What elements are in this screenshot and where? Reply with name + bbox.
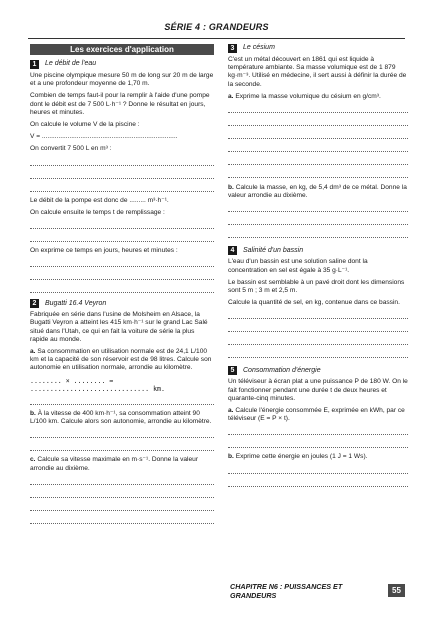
exercise-number: 1	[30, 60, 39, 69]
answer-line	[228, 479, 408, 487]
answer-line	[30, 184, 214, 192]
answer-line	[30, 285, 214, 293]
question-text: Exprime cette énergie en joules (1 J = 1 Ws).	[235, 453, 368, 461]
answer-line	[228, 324, 408, 332]
exercise-3-text: C'est un métal découvert en 1861 qui est liquide à température ambiante. Sa masse volumique est de 1 879 kg·m⁻³. Utilisé en médecine, il sert aussi à définir la durée de la seconde.	[228, 56, 407, 88]
exercise-1-step: On convertit 7 500 L en m³ :	[30, 145, 112, 153]
answer-line	[228, 170, 408, 178]
question-c	[30, 456, 214, 472]
answer-line	[30, 516, 214, 524]
exercise-title: Le césium	[243, 44, 275, 52]
exercise-3-heading	[228, 44, 408, 53]
answer-line	[30, 503, 214, 511]
answer-line	[30, 430, 214, 438]
exercise-4-text: L'eau d'un bassin est une solution saline dont la concentration en sel est égale à 35 g·L⁻¹.	[228, 258, 368, 274]
exercise-title: Consommation d'énergie	[243, 366, 321, 374]
answer-line	[30, 272, 214, 280]
answer-line	[228, 118, 408, 126]
exercise-title: Salinité d'un bassin	[243, 246, 304, 254]
answer-line	[30, 221, 214, 229]
question-label: c.	[30, 456, 36, 464]
question-text: Exprime la masse volumique du césium en g/cm³.	[235, 92, 381, 100]
exercise-4-question: Calcule la quantité de sel, en kg, contenue dans ce bassin.	[228, 299, 400, 307]
question-a	[228, 93, 408, 101]
answer-line	[228, 466, 408, 474]
answer-line	[228, 337, 408, 345]
exercise-number: 3	[228, 44, 237, 53]
chapter-title: CHAPITRE N6 : PUISSANCES ET GRANDEURS	[230, 581, 343, 600]
exercise-4-text: Le bassin est semblable à un pavé droit dont les dimensions sont 5 m ; 3 m et 2,5 m.	[228, 278, 405, 295]
answer-line	[30, 490, 214, 498]
answer-line	[228, 217, 408, 225]
question-label: a.	[30, 348, 36, 356]
question-text: Calcule sa vitesse maximale en m·s⁻¹. Donne la valeur arrondie au dixième.	[30, 456, 199, 472]
question-a	[30, 348, 214, 373]
exercise-number: 4	[228, 246, 237, 255]
answer-line: V = ..........................................................................	[30, 133, 178, 141]
answer-line	[228, 144, 408, 152]
exercise-1-step: On exprime ce temps en jours, heures et minutes :	[30, 247, 178, 255]
exercise-4-heading	[228, 246, 408, 255]
question-label: b.	[228, 453, 234, 461]
exercise-title: Le débit de l'eau	[45, 60, 97, 68]
series-title: SÉRIE 4 : GRANDEURS	[164, 22, 269, 32]
answer-line	[228, 204, 408, 212]
answer-line	[228, 350, 408, 358]
right-column	[228, 44, 408, 492]
question-b	[228, 453, 408, 461]
question-label: b.	[228, 184, 234, 192]
question-label: a.	[228, 407, 234, 415]
question-a	[228, 407, 408, 423]
answer-line	[30, 397, 214, 405]
question-text: À la vitesse de 400 km·h⁻¹, sa consommation atteint 90 L/100 km. Calcule alors son autonomie, arrondie au kilomètre.	[30, 410, 212, 426]
answer-line	[228, 157, 408, 165]
exercise-1-text: Une piscine olympique mesure 50 m de long sur 20 m de large et a une profondeur moyenne de 1,70 m.	[30, 72, 214, 88]
answer-line	[30, 171, 214, 179]
answer-line	[30, 477, 214, 485]
exercise-title: Bugatti 16.4 Veyron	[45, 299, 107, 307]
page-footer	[230, 581, 405, 600]
page-number: 55	[388, 584, 405, 597]
exercise-number: 5	[228, 366, 237, 375]
question-text: Sa consommation en utilisation normale est de 24,1 L/100 km et la capacité de son réservoir est de 98 litres. Calcule son autonomie en utilisation normale, arrondie au kilomètre.	[30, 348, 212, 372]
answer-line	[30, 259, 214, 267]
question-text: Calcule l'énergie consommée E, exprimée en kWh, par ce téléviseur (E = P × t).	[228, 407, 405, 423]
answer-formula: ........ × ........ ≈ .............................. km.	[30, 376, 165, 393]
exercise-1-step: On calcule le volume V de la piscine :	[30, 121, 140, 129]
exercise-5-text: Un téléviseur à écran plat a une puissance P de 180 W. On le fait fonctionner pendant une durée t de deux heures et quarante-cinq minutes.	[228, 378, 408, 402]
answer-line	[228, 440, 408, 448]
answer-line	[228, 427, 408, 435]
exercise-2-text: Fabriquée en série dans l'usine de Molsheim en Alsace, la Bugatti Veyron a atteint les 415 km·h⁻¹ sur le grand Lac Salé situé dans l'Utah, ce qui en fait la voiture de série la plus rapide au monde.	[30, 311, 208, 343]
answer-line	[228, 230, 408, 238]
exercise-1-question: Combien de temps faut-il pour la remplir à l'aide d'une pompe dont le débit est de 7 500 L·h⁻¹ ? Donne le résultat en jours, heures et minutes.	[30, 92, 210, 116]
exercise-5-heading	[228, 366, 408, 375]
answer-line	[228, 105, 408, 113]
answer-line	[228, 131, 408, 139]
question-label: b.	[30, 410, 36, 418]
exercise-2-heading	[30, 299, 214, 308]
answer-line	[30, 234, 214, 242]
answer-line	[228, 311, 408, 319]
exercise-1-step: Le débit de la pompe est donc de ......... m³·h⁻¹.	[30, 196, 169, 204]
question-b	[228, 184, 408, 200]
page-header	[28, 22, 405, 39]
answer-line	[30, 158, 214, 166]
left-column	[30, 44, 214, 529]
question-text: Calcule la masse, en kg, de 5,4 dm³ de ce métal. Donne la valeur arrondie au dixième.	[228, 184, 407, 200]
exercise-1-step: On calcule ensuite le temps t de remplissage :	[30, 208, 165, 216]
answer-line	[30, 443, 214, 451]
exercise-number: 2	[30, 299, 39, 308]
section-banner: Les exercices d'application	[30, 44, 214, 55]
question-b	[30, 410, 214, 426]
exercise-1-heading	[30, 60, 214, 69]
question-label: a.	[228, 92, 234, 100]
